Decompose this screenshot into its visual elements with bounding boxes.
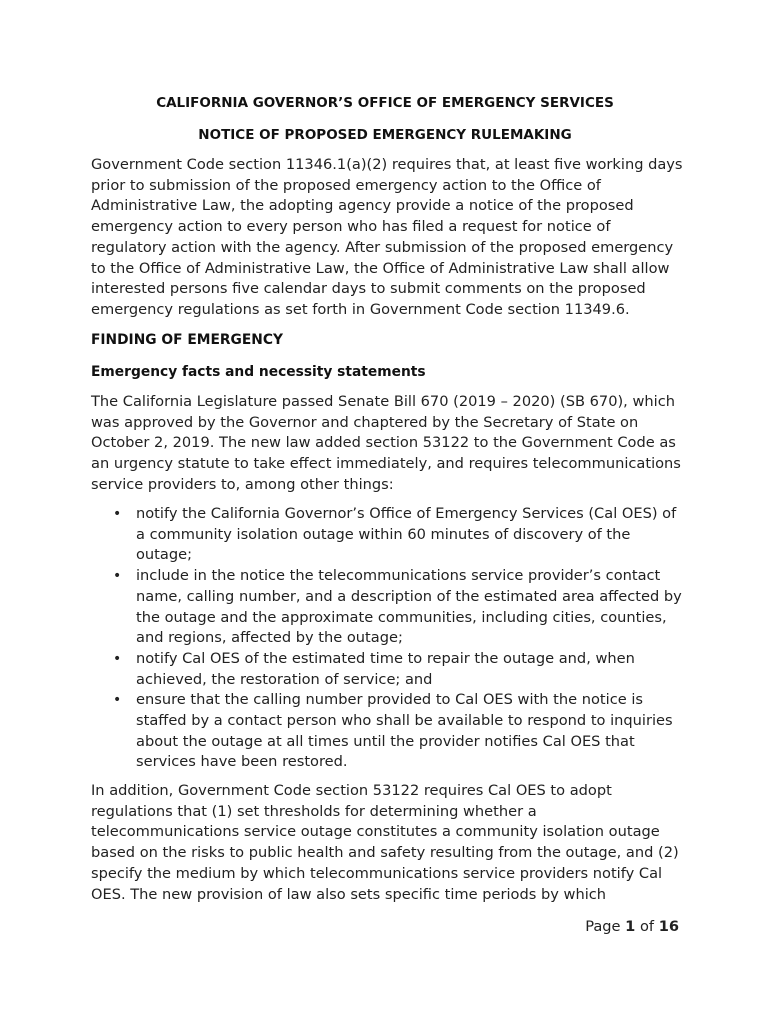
page-current: 1 — [625, 918, 636, 935]
list-item: • include in the notice the telecommunications service provider’s contact name, calling number, and a description of the estimated area affected by the outage and the approximate communities, including cities, counties, and regions, affected by the outage; — [91, 566, 683, 649]
facts-heading: Emergency facts and necessity statements — [91, 364, 426, 380]
page-number — [585, 918, 679, 935]
page-label: Page — [585, 918, 621, 935]
notice-title: NOTICE OF PROPOSED EMERGENCY RULEMAKING — [198, 127, 572, 143]
list-item: • ensure that the calling number provided to Cal OES with the notice is staffed by a contact person who shall be available to respond to inquiries about the outage at all times until the provider notifies Cal OES that services have been restored. — [91, 690, 683, 773]
intro-paragraph-block — [91, 155, 689, 321]
list-item: • notify the California Governor’s Office of Emergency Services (Cal OES) of a community isolation outage within 60 minutes of discovery of the outage; — [91, 504, 683, 566]
agency-heading: CALIFORNIA GOVERNOR’S OFFICE OF EMERGENCY SERVICES — [156, 95, 614, 111]
addition-paragraph: In addition, Government Code section 53122 requires Cal OES to adopt regulations that (1) set thresholds for determining whether a telecommunications service outage constitutes a community isolation outage based on the risks to public health and safety resulting from the outage, and (2) specify the medium by which telecommunications service providers notify Cal OES. The new provision of law also sets specific time periods by which — [91, 782, 679, 903]
list-item: • notify Cal OES of the estimated time to repair the outage and, when achieved, the restoration of service; and — [91, 649, 683, 690]
requirements-list — [91, 504, 683, 773]
intro-paragraph: Government Code section 11346.1(a)(2) requires that, at least five working days prior to submission of the proposed emergency action to the Office of Administrative Law, the adopting agency provide a notice of the proposed emergency action to every person who has filed a request for notice of regulatory action with the agency. After submission of the proposed emergency to the Office of Administrative Law, the Office of Administrative Law shall allow interested persons five calendar days to submit comments on the proposed emergency regulations as set forth in Government Code section 11349.6. — [91, 156, 683, 318]
page-total: 16 — [658, 918, 679, 935]
addition-block — [91, 781, 689, 905]
legislation-paragraph: The California Legislature passed Senate Bill 670 (2019 – 2020) (SB 670), which was approved by the Governor and chaptered by the Secretary of State on October 2, 2019. The new law added section 53122 to the Government Code as an urgency statute to take effect immediately, and requires telecommunications service providers to, among other things: — [91, 393, 681, 493]
page-of: of — [639, 918, 655, 935]
legislation-block — [91, 392, 689, 496]
finding-heading: FINDING OF EMERGENCY — [91, 332, 283, 348]
